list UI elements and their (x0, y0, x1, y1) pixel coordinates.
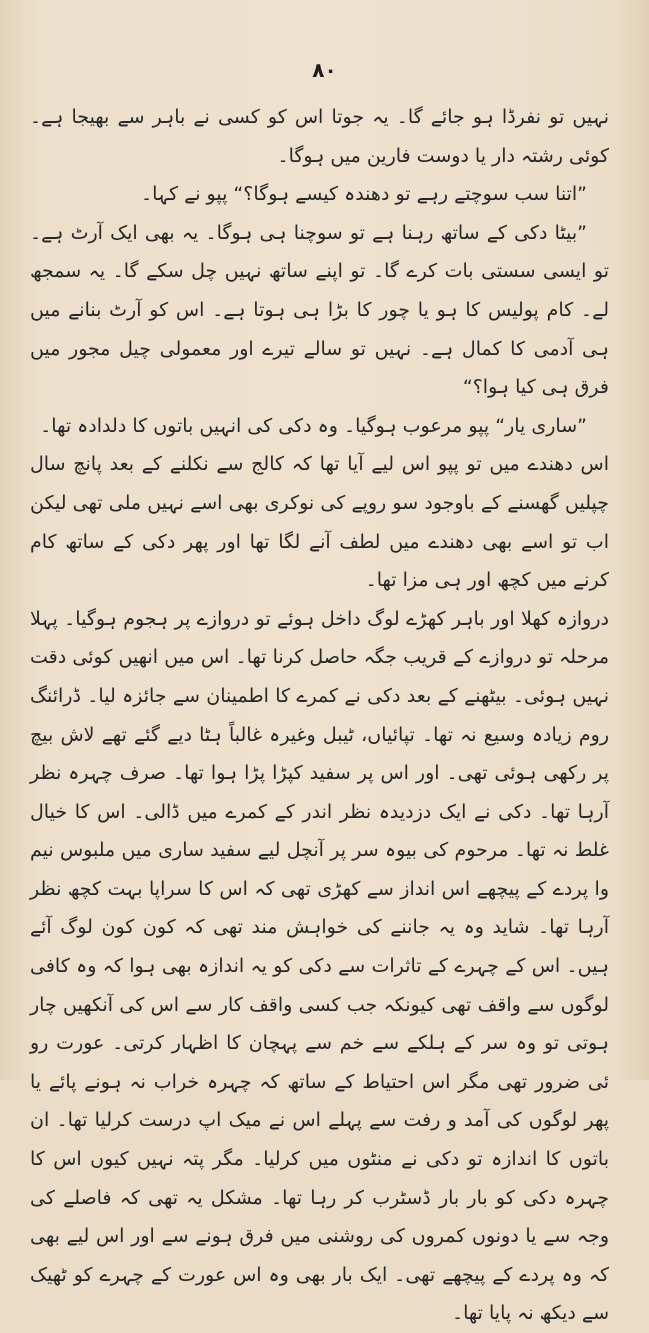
paragraph-2: ”اتنا سب سوچتے رہے تو دھندہ کیسے ہوگا؟“ پپو نے کہا۔ (140, 183, 587, 206)
paragraph-3: ”بیٹا دکی کے ساتھ رہنا ہے تو سوچنا ہی ہوگا۔ یہ بھی ایک آرٹ ہے۔ تو ایسی سستی بات کرے گا۔ تو اپنے ساتھ نہیں چل سکے گا۔ یہ سمجھ لے۔ کام پولیس کا ہو یا چور کا بڑا ہی ہوتا ہے۔ اس کو آرٹ بنانے میں ہی آدمی کا کمال ہے۔ نہیں تو سالے تیرے اور معمولی چیل مجور میں فرق ہی کیا ہوا؟“ (30, 221, 609, 399)
paragraph-4: ”ساری یار“ پپو مرعوب ہوگیا۔ وہ دکی کی انہیں باتوں کا دلدادہ تھا۔ (40, 414, 587, 437)
paragraph-5: اس دھندے میں تو پپو اس لیے آیا تھا کہ کالج سے نکلنے کے بعد پانچ سال چپلیں گھسنے کے باوجود سو روپے کی نوکری بھی اسے نہیں ملی تھی لیکن اب تو اسے بھی دھندے میں لطف آنے لگا تھا اور پھر دکی کے ساتھ کام کرنے میں کچھ اور ہی مزا تھا۔ (30, 453, 609, 592)
page-body (30, 98, 609, 1333)
page-number: ۸۰ (312, 58, 337, 82)
paragraph-6: دروازہ کھلا اور باہر کھڑے لوگ داخل ہوئے تو دروازے پر ہجوم ہوگیا۔ پہلا مرحلہ تو دروازے کے قریب جگہ حاصل کرنا تھا۔ اس میں انھیں کوئی دقت نہیں ہوئی۔ بیٹھنے کے بعد دکی نے کمرے کا اطمینان سے جائزہ لیا۔ ڈرائنگ روم زیادہ وسیع نہ تھا۔ تپائیاں، ٹیبل وغیرہ غالباً ہٹا دیے گئے تھے لاش بیچ پر رکھی ہوئی تھی۔ اور اس پر سفید کپڑا پڑا ہوا تھا۔ صرف چہرہ نظر آرہا تھا۔ دکی نے ایک دزدیدہ نظر اندر کے کمرے میں ڈالی۔ اس کا خیال غلط نہ تھا۔ مرحوم کی بیوہ سر پر آنچل لیے سفید ساری میں ملبوس نیم وا پردے کے پیچھے اس انداز سے کھڑی تھی کہ اس کا سراپا بہت کچھ نظر آرہا تھا۔ شاید وہ یہ جاننے کی خواہش مند تھی کہ کون کون لوگ آئے ہیں۔ اس کے چہرے کے تاثرات سے دکی کو یہ اندازہ بھی ہوا کہ وہ کافی لوگوں سے واقف تھی کیونکہ جب کسی واقف کار سے اس کی آنکھیں چار ہوتی تو وہ سر کے ہلکے سے خم سے پہچان کا اظہار کرتی۔ عورت رو ئی ضرور تھی مگر اس احتیاط کے ساتھ کہ چہرہ خراب نہ ہونے پائے یا پھر لوگوں کی آمد و رفت سے پہلے اس نے میک اپ درست کرلیا تھا۔ ان باتوں کا اندازہ تو دکی نے منٹوں میں کرلیا۔ مگر پتہ نہیں کیوں اس کا چہرہ دکی کو بار بار ڈسٹرب کر رہا تھا۔ مشکل یہ تھی کہ فاصلے کی وجہ سے یا دونوں کمروں کی روشنی میں فرق ہونے سے اور اس لیے بھی کہ وہ پردے کے پیچھے تھی۔ ایک بار بھی وہ اس عورت کے چہرے کو ٹھیک سے دیکھ نہ پایا تھا۔ (30, 607, 609, 1325)
paragraph-1: نہیں تو نفرڈا ہو جائے گا۔ یہ جوتا اس کو کسی نے باہر سے بھیجا ہے۔ کوئی رشتہ دار یا دوست فارین میں ہوگا۔ (30, 106, 609, 167)
